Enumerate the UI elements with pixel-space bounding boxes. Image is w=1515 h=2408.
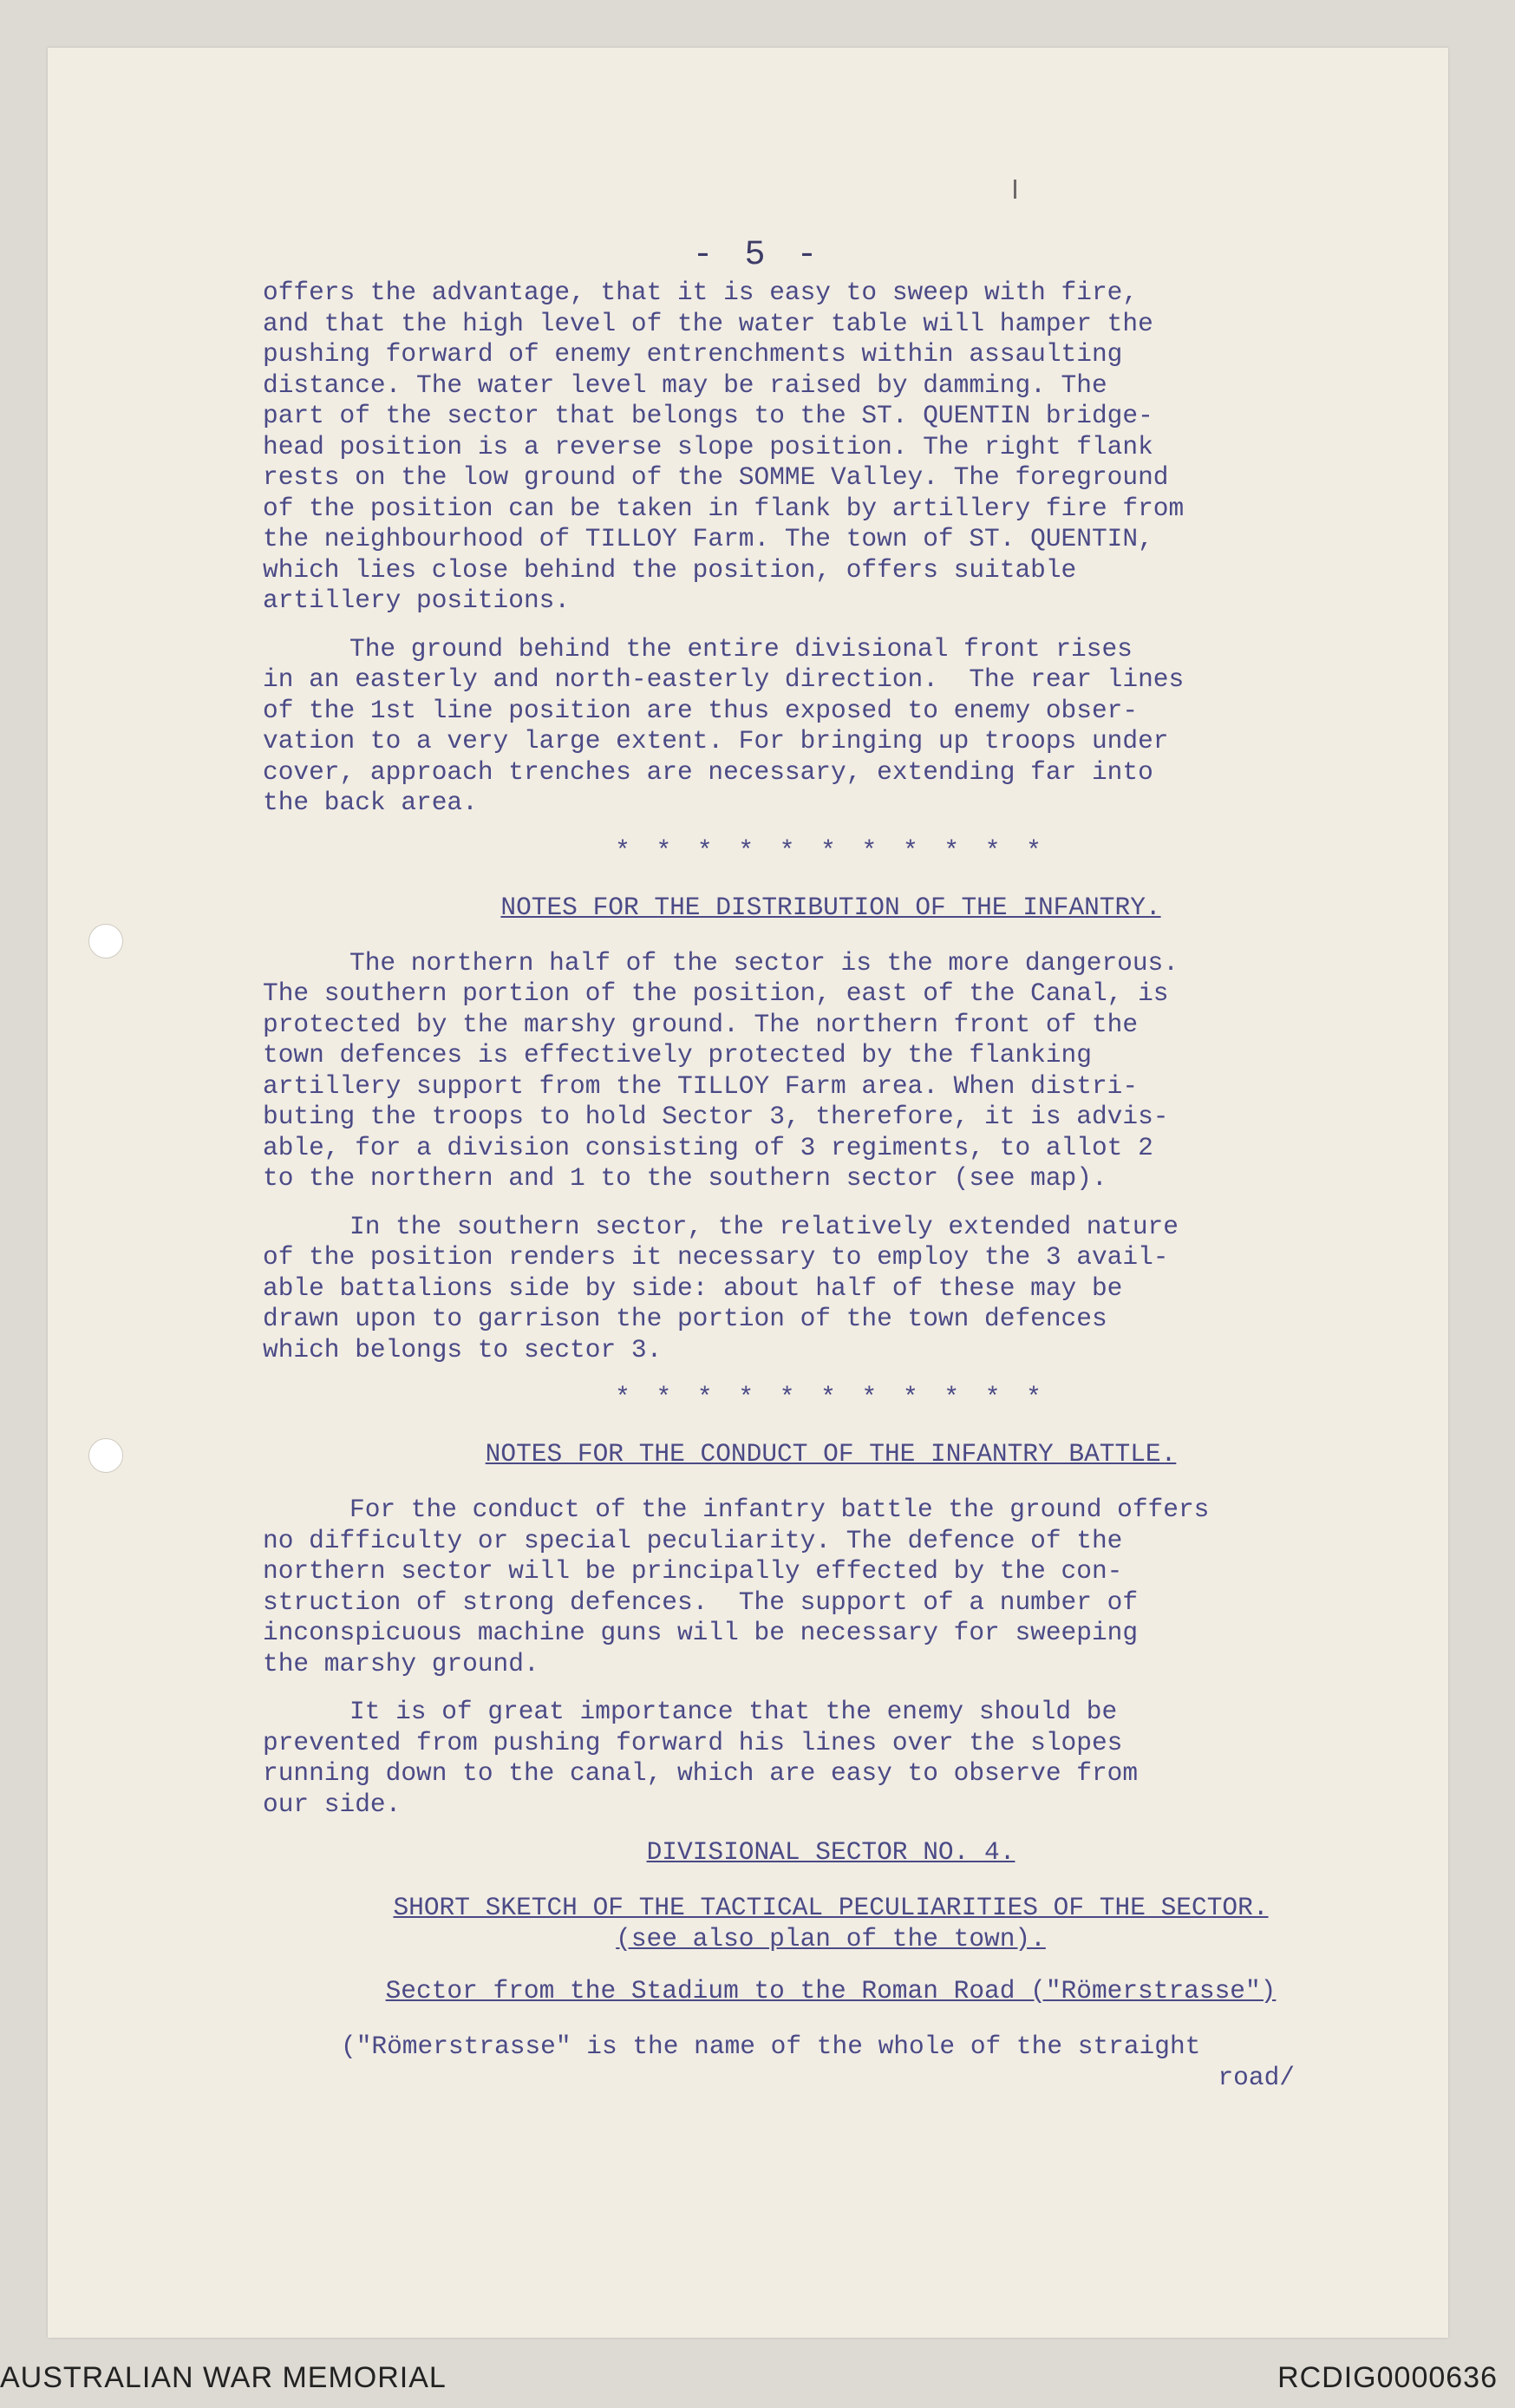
heading-distribution-infantry: NOTES FOR THE DISTRIBUTION OF THE INFANTRY. <box>500 892 1161 922</box>
separator-stars-1: * * * * * * * * * * * <box>615 835 1047 866</box>
text-line: distance. The water level may be raised by damming. The <box>263 370 1107 400</box>
paragraph-northern-half <box>263 948 1399 1194</box>
text-line: our side. <box>263 1789 402 1819</box>
text-line: The ground behind the entire divisional front rises <box>349 633 1133 664</box>
page-number: - 5 - <box>692 236 823 275</box>
separator-stars-2: * * * * * * * * * * * <box>615 1383 1047 1412</box>
footer-record-id: RCDIG0000636 <box>1277 2361 1498 2394</box>
paragraph-importance <box>263 1697 1399 1820</box>
text-line: In the southern sector, the relatively extended nature <box>349 1211 1179 1241</box>
text-line: prevented from pushing forward his lines over the slopes <box>263 1727 1123 1757</box>
text-line: of the position can be taken in flank by artillery fire from <box>263 493 1185 523</box>
text-line: the neighbourhood of TILLOY Farm. The town of ST. QUENTIN, <box>263 524 1153 553</box>
text-line: rests on the low ground of the SOMME Valley. The foreground <box>263 462 1169 492</box>
text-line: in an easterly and north-easterly direction. The rear lines <box>263 664 1185 694</box>
text-line: artillery positions. <box>263 586 571 615</box>
text-line: The northern half of the sector is the more dangerous. <box>349 947 1179 978</box>
punch-hole-upper <box>88 924 123 959</box>
text-line: For the conduct of the infantry battle the ground offers <box>349 1495 1210 1524</box>
text-line: able battalions side by side: about half of these may be <box>263 1273 1123 1303</box>
text-line: inconspicuous machine guns will be necessary for sweeping <box>263 1618 1139 1647</box>
text-line: buting the troops to hold Sector 3, therefore, it is advis- <box>263 1102 1169 1131</box>
text-line: struction of strong defences. The support of a number of <box>263 1587 1139 1617</box>
paragraph-southern-sector <box>263 1212 1399 1366</box>
text-line: running down to the canal, which are easy to observe from <box>263 1758 1139 1788</box>
final-line-continuation: road/ <box>1218 2062 1295 2092</box>
paragraph-conduct <box>263 1495 1399 1679</box>
heading-see-also-plan: (see also plan of the town). <box>616 1924 1046 1953</box>
text-line: able, for a division consisting of 3 regiments, to allot 2 <box>263 1132 1153 1162</box>
text-line: northern sector will be principally effected by the con- <box>263 1556 1123 1586</box>
paragraph-ground-behind <box>263 634 1399 819</box>
text-line: town defences is effectively protected by the flanking <box>263 1040 1092 1070</box>
text-line: no difficulty or special peculiarity. The defence of the <box>263 1525 1123 1555</box>
text-line: offers the advantage, that it is easy to sweep with fire, <box>263 278 1139 307</box>
text-line: to the northern and 1 to the southern sector (see map). <box>263 1163 1107 1193</box>
text-line: vation to a very large extent. For bringing up troops under <box>263 726 1169 756</box>
heading-stadium-roman-road: Sector from the Stadium to the Roman Road ("Römerstrasse") <box>385 1976 1277 2006</box>
text-line: and that the high level of the water table will hamper the <box>263 308 1153 338</box>
text-line: part of the sector that belongs to the ST. QUENTIN bridge- <box>263 401 1153 430</box>
text-line: The southern portion of the position, east of the Canal, is <box>263 978 1169 1008</box>
punch-hole-lower <box>88 1438 123 1473</box>
text-line: which belongs to sector 3. <box>263 1334 663 1364</box>
text-line: which lies close behind the position, offers suitable <box>263 554 1077 585</box>
text-line: the back area. <box>263 788 478 817</box>
paragraph-water-table <box>263 278 1399 617</box>
text-line: protected by the marshy ground. The northern front of the <box>263 1009 1139 1039</box>
heading-short-sketch: SHORT SKETCH OF THE TACTICAL PECULIARITIES OF THE SECTOR. <box>393 1893 1269 1922</box>
final-line: ("Römerstrasse" is the name of the whole of the straight <box>341 2032 1201 2061</box>
text-line: the marshy ground. <box>263 1648 539 1678</box>
text-line: artillery support from the TILLOY Farm area. When distri- <box>263 1070 1139 1101</box>
text-line: head position is a reverse slope position. The right flank <box>263 431 1153 461</box>
text-line: cover, approach trenches are necessary, extending far into <box>263 756 1153 787</box>
text-line: of the 1st line position are thus exposed to enemy obser- <box>263 695 1139 725</box>
footer-institution: AUSTRALIAN WAR MEMORIAL <box>0 2361 447 2394</box>
heading-conduct-infantry-battle: NOTES FOR THE CONDUCT OF THE INFANTRY BATTLE. <box>485 1439 1177 1469</box>
typed-text-body <box>263 278 1399 2093</box>
text-line: of the position renders it necessary to employ the 3 avail- <box>263 1242 1169 1272</box>
text-line: pushing forward of enemy entrenchments within assaulting <box>263 339 1123 369</box>
text-line: drawn upon to garrison the portion of the town defences <box>263 1304 1107 1333</box>
heading-divisional-sector-4: DIVISIONAL SECTOR NO. 4. <box>646 1837 1015 1867</box>
text-line: It is of great importance that the enemy should be <box>349 1697 1118 1726</box>
page-mark <box>1014 180 1016 199</box>
